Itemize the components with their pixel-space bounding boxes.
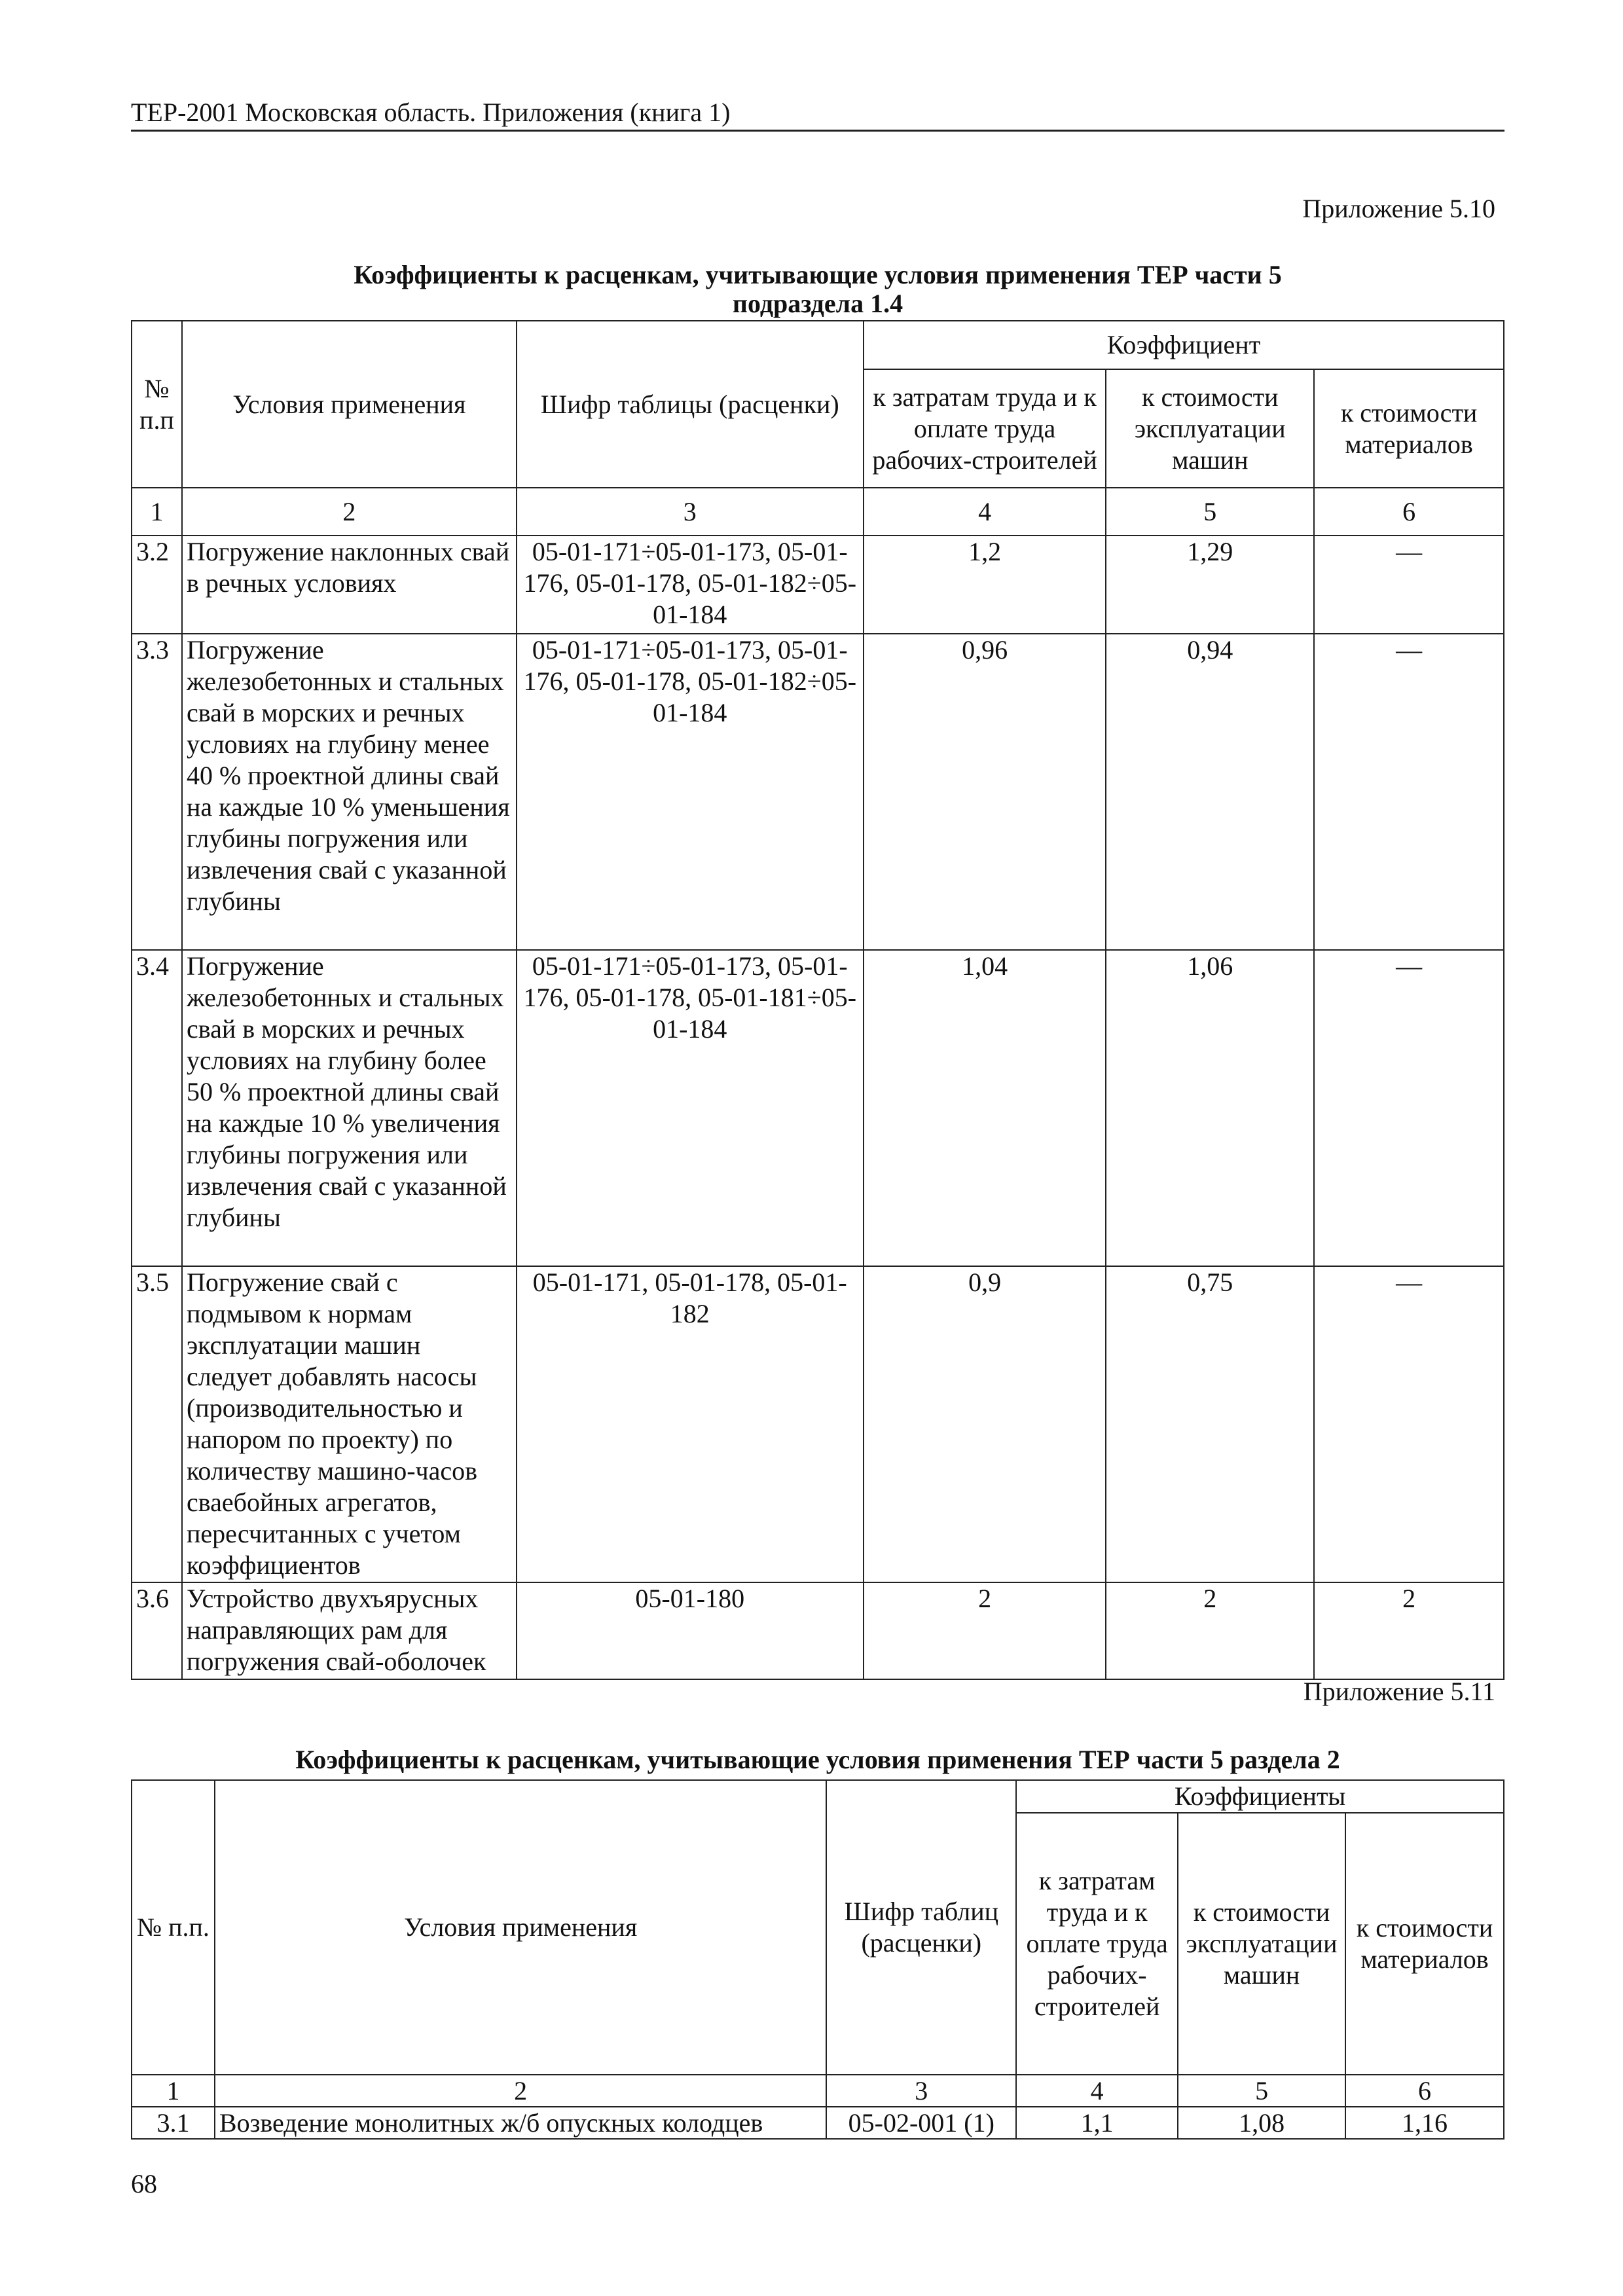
index-cell: 4 bbox=[864, 488, 1106, 536]
col-header-code: Шифр таблиц (расценки) bbox=[826, 1780, 1016, 2075]
row-conditions: Погружение железобетонных и стальных свай в морских и речных условиях на глубину менее 40 % проектной длины свай на каждые 10 % уменьшения глубины погружения или извлечения свай с указанной глубины bbox=[182, 634, 517, 950]
row-num: 3.5 bbox=[132, 1266, 182, 1582]
row-code: 05-01-171÷05-01-173, 05-01-176, 05-01-178, 05-01-182÷05-01-184 bbox=[517, 634, 864, 950]
row-code: 05-02-001 (1) bbox=[826, 2107, 1016, 2139]
table-row bbox=[132, 1266, 1504, 1582]
row-machines: 0,75 bbox=[1106, 1266, 1314, 1582]
row-machines: 0,94 bbox=[1106, 634, 1314, 950]
row-code: 05-01-171, 05-01-178, 05-01-182 bbox=[517, 1266, 864, 1582]
table-row bbox=[132, 1582, 1504, 1679]
col-header-labor: к затратам труда и к оплате труда рабочих-строителей bbox=[864, 369, 1106, 488]
index-cell: 2 bbox=[182, 488, 517, 536]
table-row bbox=[132, 950, 1504, 1266]
index-cell: 6 bbox=[1345, 2075, 1504, 2107]
row-conditions: Погружение наклонных свай в речных условиях bbox=[182, 536, 517, 634]
row-materials: — bbox=[1314, 950, 1504, 1266]
row-machines: 1,06 bbox=[1106, 950, 1314, 1266]
row-num: 3.3 bbox=[132, 634, 182, 950]
table1-title-line2: подраздела 1.4 bbox=[732, 289, 903, 318]
col-header-labor: к затратам труда и к оплате труда рабочих-строителей bbox=[1016, 1813, 1178, 2075]
index-row bbox=[132, 2075, 1504, 2107]
table-5-11 bbox=[131, 1779, 1504, 2140]
row-labor: 1,04 bbox=[864, 950, 1106, 1266]
row-materials: — bbox=[1314, 1266, 1504, 1582]
index-cell: 1 bbox=[132, 2075, 215, 2107]
running-header: ТЕР-2001 Московская область. Приложения (книга 1) bbox=[131, 98, 731, 127]
index-cell: 5 bbox=[1106, 488, 1314, 536]
row-machines: 2 bbox=[1106, 1582, 1314, 1679]
table-row bbox=[132, 536, 1504, 634]
col-header-conditions: Условия применения bbox=[215, 1780, 826, 2075]
row-machines: 1,29 bbox=[1106, 536, 1314, 634]
table-5-10 bbox=[131, 320, 1504, 1680]
appendix-label-5-11: Приложение 5.11 bbox=[1303, 1677, 1495, 1706]
col-header-machines: к стоимости эксплуатации машин bbox=[1106, 369, 1314, 488]
row-code: 05-01-171÷05-01-173, 05-01-176, 05-01-178, 05-01-182÷05-01-184 bbox=[517, 536, 864, 634]
row-labor: 0,9 bbox=[864, 1266, 1106, 1582]
col-header-num: № п.п. bbox=[132, 1780, 215, 2075]
row-code: 05-01-171÷05-01-173, 05-01-176, 05-01-178, 05-01-181÷05-01-184 bbox=[517, 950, 864, 1266]
table-row bbox=[132, 2107, 1504, 2139]
row-code: 05-01-180 bbox=[517, 1582, 864, 1679]
col-header-code: Шифр таблицы (расценки) bbox=[517, 321, 864, 488]
row-labor: 2 bbox=[864, 1582, 1106, 1679]
index-cell: 2 bbox=[215, 2075, 826, 2107]
row-materials: — bbox=[1314, 536, 1504, 634]
row-materials: 1,16 bbox=[1345, 2107, 1504, 2139]
table-row bbox=[132, 634, 1504, 950]
appendix-label-5-10: Приложение 5.10 bbox=[1302, 194, 1495, 223]
col-header-conditions: Условия применения bbox=[182, 321, 517, 488]
row-labor: 1,1 bbox=[1016, 2107, 1178, 2139]
index-cell: 4 bbox=[1016, 2075, 1178, 2107]
row-machines: 1,08 bbox=[1178, 2107, 1345, 2139]
index-cell: 3 bbox=[517, 488, 864, 536]
row-labor: 0,96 bbox=[864, 634, 1106, 950]
page-number: 68 bbox=[131, 2169, 157, 2198]
col-header-coefficients: Коэффициенты bbox=[1016, 1780, 1504, 1813]
row-num: 3.1 bbox=[132, 2107, 215, 2139]
row-conditions: Погружение свай с подмывом к нормам эксплуатации машин следует добавлять насосы (производительностью и напором по проекту) по количеству машино-часов сваебойных агрегатов, пересчитанных с учетом коэффициентов bbox=[182, 1266, 517, 1582]
row-conditions: Погружение железобетонных и стальных свай в морских и речных условиях на глубину более 50 % проектной длины свай на каждые 10 % увеличения глубины погружения или извлечения свай с указанной глубины bbox=[182, 950, 517, 1266]
index-row bbox=[132, 488, 1504, 536]
index-cell: 3 bbox=[826, 2075, 1016, 2107]
row-conditions: Устройство двухъярусных направляющих рам для погружения свай-оболочек bbox=[182, 1582, 517, 1679]
index-cell: 1 bbox=[132, 488, 182, 536]
index-cell: 5 bbox=[1178, 2075, 1345, 2107]
table1-title-line1: Коэффициенты к расценкам, учитывающие условия применения ТЕР части 5 bbox=[354, 260, 1282, 289]
table2-title: Коэффициенты к расценкам, учитывающие условия применения ТЕР части 5 раздела 2 bbox=[295, 1745, 1340, 1774]
row-materials: — bbox=[1314, 634, 1504, 950]
row-conditions: Возведение монолитных ж/б опускных колодцев bbox=[215, 2107, 826, 2139]
col-header-materials: к стоимости материалов bbox=[1345, 1813, 1504, 2075]
col-header-materials: к стоимости материалов bbox=[1314, 369, 1504, 488]
row-labor: 1,2 bbox=[864, 536, 1106, 634]
header-rule bbox=[131, 130, 1504, 132]
row-num: 3.2 bbox=[132, 536, 182, 634]
row-num: 3.6 bbox=[132, 1582, 182, 1679]
table1-title bbox=[131, 261, 1504, 318]
row-materials: 2 bbox=[1314, 1582, 1504, 1679]
index-cell: 6 bbox=[1314, 488, 1504, 536]
col-header-num: № п.п bbox=[132, 321, 182, 488]
col-header-coefficient: Коэффициент bbox=[864, 321, 1504, 369]
col-header-machines: к стоимости эксплуатации машин bbox=[1178, 1813, 1345, 2075]
row-num: 3.4 bbox=[132, 950, 182, 1266]
